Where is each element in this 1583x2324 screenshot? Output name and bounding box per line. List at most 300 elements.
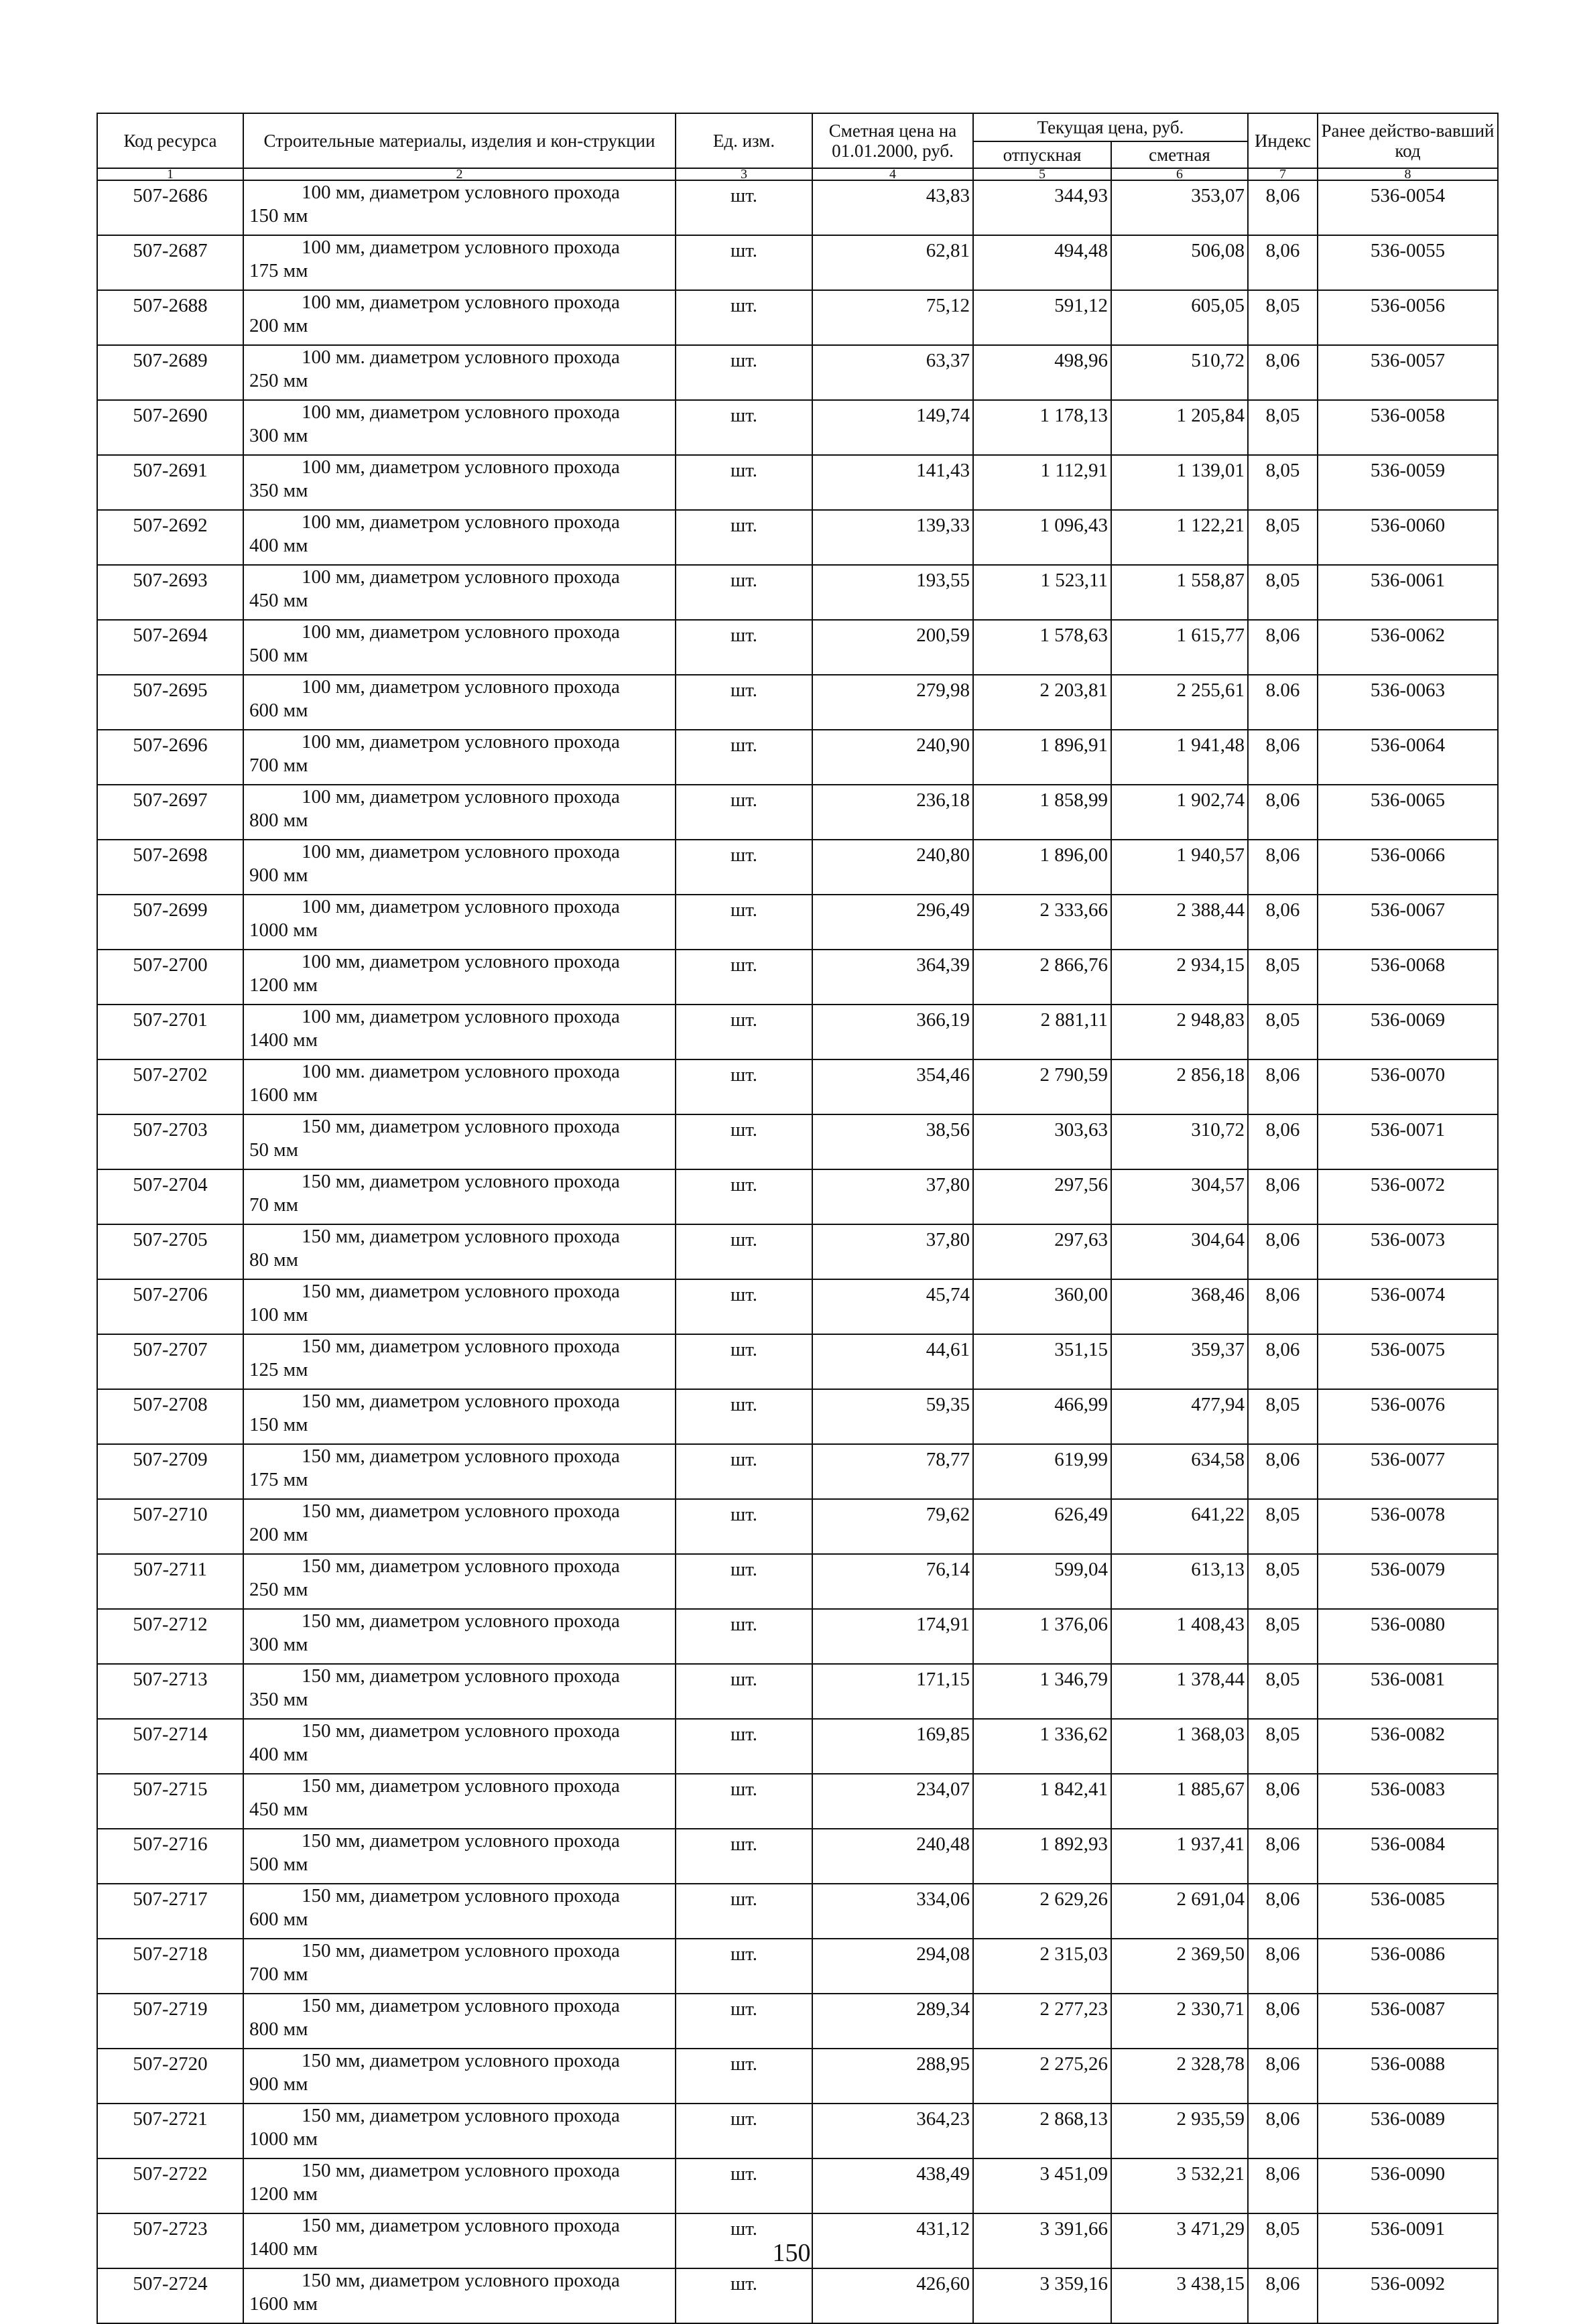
base-price-cell: 334,06: [812, 1884, 973, 1939]
table-row: [97, 1609, 1498, 1664]
table-header: [97, 113, 1498, 180]
base-price-cell: 174,91: [812, 1609, 973, 1664]
resource-code-cell: 507-2710: [97, 1499, 243, 1554]
description-line-1: 100 мм, диаметром условного прохода: [302, 841, 620, 862]
index-cell: 8,05: [1248, 1609, 1318, 1664]
release-price-cell: 303,63: [973, 1114, 1111, 1169]
unit-cell: шт.: [676, 1334, 812, 1389]
previous-code-cell: 536-0066: [1318, 840, 1498, 895]
table-row: [97, 345, 1498, 400]
estimate-price-cell: 477,94: [1111, 1389, 1248, 1444]
index-cell: 8,05: [1248, 1719, 1318, 1774]
index-cell: 8,06: [1248, 1114, 1318, 1169]
previous-code-cell: 536-0061: [1318, 565, 1498, 620]
resource-code-cell: 507-2701: [97, 1005, 243, 1059]
description-line-2: 1200 мм: [249, 2183, 318, 2205]
estimate-price-cell: 304,64: [1111, 1224, 1248, 1279]
table-row: [97, 1334, 1498, 1389]
estimate-price-cell: 605,05: [1111, 290, 1248, 345]
resource-code-cell: 507-2718: [97, 1939, 243, 1994]
previous-code-cell: 536-0064: [1318, 730, 1498, 785]
column-number: 2: [243, 168, 676, 180]
unit-cell: шт.: [676, 1884, 812, 1939]
unit-cell: шт.: [676, 840, 812, 895]
base-price-cell: 431,12: [812, 2213, 973, 2268]
index-cell: 8,05: [1248, 1554, 1318, 1609]
description-line-1: 100 мм, диаметром условного прохода: [302, 1006, 620, 1027]
estimate-price-cell: 304,57: [1111, 1169, 1248, 1224]
estimate-price-cell: 1 558,87: [1111, 565, 1248, 620]
release-price-cell: 360,00: [973, 1279, 1111, 1334]
release-price-cell: 1 096,43: [973, 510, 1111, 565]
description-cell: [243, 1664, 676, 1719]
description-line-1: 150 мм, диаметром условного прохода: [302, 1885, 620, 1907]
base-price-cell: 364,23: [812, 2104, 973, 2158]
description-line-1: 100 мм, диаметром условного прохода: [302, 621, 620, 643]
header-material-name: Строительные материалы, изделия и кон-струкции: [243, 113, 676, 168]
unit-cell: шт.: [676, 1939, 812, 1994]
description-line-2: 800 мм: [249, 810, 308, 831]
description-cell: [243, 235, 676, 290]
description-line-1: 150 мм, диаметром условного прохода: [302, 1665, 620, 1687]
header-base-price: Сметная цена на 01.01.2000, руб.: [812, 113, 973, 168]
description-line-2: 300 мм: [249, 1634, 308, 1655]
unit-cell: шт.: [676, 2213, 812, 2268]
unit-cell: шт.: [676, 785, 812, 840]
description-cell: [243, 785, 676, 840]
index-cell: 8,05: [1248, 2213, 1318, 2268]
table-row: [97, 1169, 1498, 1224]
previous-code-cell: 536-0070: [1318, 1059, 1498, 1114]
table-row: [97, 290, 1498, 345]
description-line-2: 900 мм: [249, 864, 308, 886]
index-cell: 8,06: [1248, 1169, 1318, 1224]
previous-code-cell: 536-0071: [1318, 1114, 1498, 1169]
table-row: [97, 1279, 1498, 1334]
description-cell: [243, 455, 676, 510]
estimate-price-cell: 2 369,50: [1111, 1939, 1248, 1994]
base-price-cell: 63,37: [812, 345, 973, 400]
table-row: [97, 235, 1498, 290]
release-price-cell: 3 359,16: [973, 2268, 1111, 2323]
release-price-cell: 1 578,63: [973, 620, 1111, 675]
table-row: [97, 950, 1498, 1005]
unit-cell: шт.: [676, 895, 812, 950]
base-price-cell: 149,74: [812, 400, 973, 455]
resource-code-cell: 507-2697: [97, 785, 243, 840]
release-price-cell: 1 842,41: [973, 1774, 1111, 1829]
index-cell: 8,05: [1248, 290, 1318, 345]
release-price-cell: 599,04: [973, 1554, 1111, 1609]
description-line-2: 450 мм: [249, 1799, 308, 1820]
description-line-2: 450 мм: [249, 590, 308, 611]
base-price-cell: 200,59: [812, 620, 973, 675]
description-line-2: 150 мм: [249, 1414, 308, 1435]
description-line-1: 100 мм, диаметром условного прохода: [302, 292, 620, 313]
table-row: [97, 510, 1498, 565]
description-line-2: 1400 мм: [249, 1029, 318, 1051]
description-cell: [243, 1389, 676, 1444]
index-cell: 8,06: [1248, 1829, 1318, 1884]
header-estimate-price: сметная: [1111, 141, 1248, 168]
unit-cell: шт.: [676, 1994, 812, 2049]
previous-code-cell: 536-0059: [1318, 455, 1498, 510]
description-line-2: 800 мм: [249, 2018, 308, 2040]
estimate-price-cell: 1 368,03: [1111, 1719, 1248, 1774]
resource-code-cell: 507-2723: [97, 2213, 243, 2268]
estimate-price-cell: 613,13: [1111, 1554, 1248, 1609]
resource-code-cell: 507-2724: [97, 2268, 243, 2323]
previous-code-cell: 536-0078: [1318, 1499, 1498, 1554]
resource-code-cell: 507-2695: [97, 675, 243, 730]
description-cell: [243, 730, 676, 785]
resource-code-cell: 507-2714: [97, 1719, 243, 1774]
index-cell: 8,06: [1248, 1279, 1318, 1334]
unit-cell: шт.: [676, 675, 812, 730]
previous-code-cell: 536-0069: [1318, 1005, 1498, 1059]
estimate-price-cell: 1 122,21: [1111, 510, 1248, 565]
index-cell: 8,06: [1248, 2158, 1318, 2213]
description-line-2: 250 мм: [249, 1579, 308, 1600]
estimate-price-cell: 2 388,44: [1111, 895, 1248, 950]
description-cell: [243, 2049, 676, 2104]
table-row: [97, 840, 1498, 895]
resource-code-cell: 507-2707: [97, 1334, 243, 1389]
description-line-1: 150 мм, диаметром условного прохода: [302, 2270, 620, 2291]
index-cell: 8,06: [1248, 620, 1318, 675]
resource-code-cell: 507-2687: [97, 235, 243, 290]
base-price-cell: 59,35: [812, 1389, 973, 1444]
index-cell: 8,06: [1248, 840, 1318, 895]
index-cell: 8,06: [1248, 1059, 1318, 1114]
resource-code-cell: 507-2711: [97, 1554, 243, 1609]
release-price-cell: 351,15: [973, 1334, 1111, 1389]
previous-code-cell: 536-0084: [1318, 1829, 1498, 1884]
estimate-price-cell: 3 438,15: [1111, 2268, 1248, 2323]
resource-code-cell: 507-2709: [97, 1444, 243, 1499]
table-row: [97, 2268, 1498, 2323]
description-line-2: 175 мм: [249, 260, 308, 281]
base-price-cell: 76,14: [812, 1554, 973, 1609]
description-line-1: 100 мм. диаметром условного прохода: [302, 1061, 620, 1082]
base-price-cell: 37,80: [812, 1224, 973, 1279]
previous-code-cell: 536-0080: [1318, 1609, 1498, 1664]
resource-code-cell: 507-2698: [97, 840, 243, 895]
unit-cell: шт.: [676, 2049, 812, 2104]
description-cell: [243, 1224, 676, 1279]
unit-cell: шт.: [676, 1444, 812, 1499]
description-cell: [243, 180, 676, 235]
description-cell: [243, 2268, 676, 2323]
resource-code-cell: 507-2706: [97, 1279, 243, 1334]
release-price-cell: 297,56: [973, 1169, 1111, 1224]
description-line-1: 150 мм, диаметром условного прохода: [302, 1226, 620, 1247]
description-line-2: 500 мм: [249, 645, 308, 666]
table-row: [97, 1059, 1498, 1114]
column-number-row: [97, 168, 1498, 180]
estimate-price-cell: 506,08: [1111, 235, 1248, 290]
table-row: [97, 785, 1498, 840]
estimate-price-cell: 1 902,74: [1111, 785, 1248, 840]
release-price-cell: 619,99: [973, 1444, 1111, 1499]
previous-code-cell: 536-0079: [1318, 1554, 1498, 1609]
table-row: [97, 1499, 1498, 1554]
estimate-price-cell: 353,07: [1111, 180, 1248, 235]
unit-cell: шт.: [676, 180, 812, 235]
release-price-cell: 1 858,99: [973, 785, 1111, 840]
resource-code-cell: 507-2693: [97, 565, 243, 620]
description-line-2: 700 мм: [249, 755, 308, 776]
table-row: [97, 1884, 1498, 1939]
unit-cell: шт.: [676, 1389, 812, 1444]
release-price-cell: 3 451,09: [973, 2158, 1111, 2213]
description-line-1: 150 мм, диаметром условного прохода: [302, 1116, 620, 1137]
resource-code-cell: 507-2690: [97, 400, 243, 455]
table-row: [97, 1389, 1498, 1444]
estimate-price-cell: 1 937,41: [1111, 1829, 1248, 1884]
estimate-price-cell: 3 471,29: [1111, 2213, 1248, 2268]
description-line-2: 1000 мм: [249, 919, 318, 941]
index-cell: 8,05: [1248, 510, 1318, 565]
description-line-1: 150 мм, диаметром условного прохода: [302, 1775, 620, 1797]
base-price-cell: 79,62: [812, 1499, 973, 1554]
resource-code-cell: 507-2692: [97, 510, 243, 565]
description-line-2: 200 мм: [249, 315, 308, 336]
previous-code-cell: 536-0065: [1318, 785, 1498, 840]
index-cell: 8,05: [1248, 565, 1318, 620]
index-cell: 8,05: [1248, 400, 1318, 455]
estimate-price-cell: 2 328,78: [1111, 2049, 1248, 2104]
release-price-cell: 494,48: [973, 235, 1111, 290]
description-line-2: 300 мм: [249, 425, 308, 446]
unit-cell: шт.: [676, 2268, 812, 2323]
unit-cell: шт.: [676, 510, 812, 565]
header-previous-code: Ранее действо-вавший код: [1318, 113, 1498, 168]
index-cell: 8,06: [1248, 1939, 1318, 1994]
description-line-2: 600 мм: [249, 700, 308, 721]
base-price-cell: 44,61: [812, 1334, 973, 1389]
description-line-1: 100 мм, диаметром условного прохода: [302, 511, 620, 533]
description-line-2: 200 мм: [249, 1524, 308, 1545]
description-line-2: 80 мм: [249, 1249, 298, 1271]
table-row: [97, 1829, 1498, 1884]
base-price-cell: 296,49: [812, 895, 973, 950]
description-cell: [243, 895, 676, 950]
index-cell: 8.06: [1248, 675, 1318, 730]
base-price-cell: 236,18: [812, 785, 973, 840]
resource-code-cell: 507-2708: [97, 1389, 243, 1444]
previous-code-cell: 536-0088: [1318, 2049, 1498, 2104]
description-line-1: 150 мм, диаметром условного прохода: [302, 2160, 620, 2181]
previous-code-cell: 536-0081: [1318, 1664, 1498, 1719]
resource-code-cell: 507-2716: [97, 1829, 243, 1884]
description-line-2: 1600 мм: [249, 2293, 318, 2315]
table-row: [97, 400, 1498, 455]
release-price-cell: 2 203,81: [973, 675, 1111, 730]
table-row: [97, 1114, 1498, 1169]
previous-code-cell: 536-0055: [1318, 235, 1498, 290]
description-line-1: 100 мм, диаметром условного прохода: [302, 786, 620, 808]
previous-code-cell: 536-0083: [1318, 1774, 1498, 1829]
base-price-cell: 294,08: [812, 1939, 973, 1994]
unit-cell: шт.: [676, 1279, 812, 1334]
description-line-1: 150 мм, диаметром условного прохода: [302, 1281, 620, 1302]
unit-cell: шт.: [676, 1664, 812, 1719]
header-unit: Ед. изм.: [676, 113, 812, 168]
header-index: Индекс: [1248, 113, 1318, 168]
resource-code-cell: 507-2702: [97, 1059, 243, 1114]
unit-cell: шт.: [676, 1005, 812, 1059]
estimate-price-cell: 368,46: [1111, 1279, 1248, 1334]
description-cell: [243, 1499, 676, 1554]
base-price-cell: 78,77: [812, 1444, 973, 1499]
description-line-2: 1200 мм: [249, 974, 318, 996]
base-price-cell: 240,80: [812, 840, 973, 895]
index-cell: 8,05: [1248, 1664, 1318, 1719]
resource-code-cell: 507-2703: [97, 1114, 243, 1169]
index-cell: 8,05: [1248, 455, 1318, 510]
unit-cell: шт.: [676, 400, 812, 455]
table-row: [97, 1719, 1498, 1774]
resource-code-cell: 507-2704: [97, 1169, 243, 1224]
base-price-cell: 75,12: [812, 290, 973, 345]
description-cell: [243, 1939, 676, 1994]
description-cell: [243, 565, 676, 620]
base-price-cell: 279,98: [812, 675, 973, 730]
description-line-1: 100 мм. диаметром условного прохода: [302, 346, 620, 368]
description-cell: [243, 840, 676, 895]
release-price-cell: 1 376,06: [973, 1609, 1111, 1664]
previous-code-cell: 536-0089: [1318, 2104, 1498, 2158]
release-price-cell: 2 277,23: [973, 1994, 1111, 2049]
release-price-cell: 1 346,79: [973, 1664, 1111, 1719]
previous-code-cell: 536-0073: [1318, 1224, 1498, 1279]
description-line-1: 100 мм, диаметром условного прохода: [302, 456, 620, 478]
resource-code-cell: 507-2694: [97, 620, 243, 675]
estimate-price-cell: 310,72: [1111, 1114, 1248, 1169]
table-row: [97, 180, 1498, 235]
previous-code-cell: 536-0056: [1318, 290, 1498, 345]
description-line-1: 100 мм, диаметром условного прохода: [302, 566, 620, 588]
index-cell: 8,06: [1248, 235, 1318, 290]
release-price-cell: 344,93: [973, 180, 1111, 235]
estimate-price-cell: 1 205,84: [1111, 400, 1248, 455]
description-line-2: 900 мм: [249, 2073, 308, 2095]
release-price-cell: 1 112,91: [973, 455, 1111, 510]
release-price-cell: 626,49: [973, 1499, 1111, 1554]
description-cell: [243, 1059, 676, 1114]
resource-code-cell: 507-2717: [97, 1884, 243, 1939]
resource-code-cell: 507-2713: [97, 1664, 243, 1719]
header-release-price: отпускная: [973, 141, 1111, 168]
previous-code-cell: 536-0091: [1318, 2213, 1498, 2268]
description-cell: [243, 1554, 676, 1609]
estimate-price-cell: 2 330,71: [1111, 1994, 1248, 2049]
estimate-price-cell: 1 885,67: [1111, 1774, 1248, 1829]
release-price-cell: 1 336,62: [973, 1719, 1111, 1774]
estimate-price-cell: 1 408,43: [1111, 1609, 1248, 1664]
index-cell: 8,06: [1248, 2049, 1318, 2104]
release-price-cell: 2 866,76: [973, 950, 1111, 1005]
table-row: [97, 730, 1498, 785]
description-line-1: 100 мм, диаметром условного прохода: [302, 896, 620, 917]
estimate-price-cell: 2 935,59: [1111, 2104, 1248, 2158]
resource-code-cell: 507-2705: [97, 1224, 243, 1279]
release-price-cell: 2 868,13: [973, 2104, 1111, 2158]
description-line-1: 100 мм, диаметром условного прохода: [302, 237, 620, 258]
description-cell: [243, 1774, 676, 1829]
index-cell: 8,06: [1248, 1444, 1318, 1499]
header-current-price: Текущая цена, руб.: [973, 113, 1248, 141]
base-price-cell: 45,74: [812, 1279, 973, 1334]
description-cell: [243, 1169, 676, 1224]
table-row: [97, 1444, 1498, 1499]
column-number: 3: [676, 168, 812, 180]
release-price-cell: 2 629,26: [973, 1884, 1111, 1939]
resource-code-cell: 507-2689: [97, 345, 243, 400]
estimate-price-cell: 641,22: [1111, 1499, 1248, 1554]
previous-code-cell: 536-0077: [1318, 1444, 1498, 1499]
description-line-2: 125 мм: [249, 1359, 308, 1380]
previous-code-cell: 536-0062: [1318, 620, 1498, 675]
estimate-price-cell: 2 934,15: [1111, 950, 1248, 1005]
previous-code-cell: 536-0086: [1318, 1939, 1498, 1994]
description-line-1: 150 мм, диаметром условного прохода: [302, 1830, 620, 1852]
release-price-cell: 297,63: [973, 1224, 1111, 1279]
description-cell: [243, 950, 676, 1005]
description-line-2: 100 мм: [249, 1304, 308, 1326]
table-row: [97, 1005, 1498, 1059]
description-line-2: 500 мм: [249, 1854, 308, 1875]
unit-cell: шт.: [676, 950, 812, 1005]
index-cell: 8,06: [1248, 1994, 1318, 2049]
unit-cell: шт.: [676, 565, 812, 620]
header-resource-code: Код ресурса: [97, 113, 243, 168]
table-row: [97, 675, 1498, 730]
description-line-2: 600 мм: [249, 1909, 308, 1930]
description-line-2: 350 мм: [249, 480, 308, 501]
description-cell: [243, 620, 676, 675]
description-cell: [243, 345, 676, 400]
base-price-cell: 37,80: [812, 1169, 973, 1224]
previous-code-cell: 536-0060: [1318, 510, 1498, 565]
estimate-price-cell: 1 940,57: [1111, 840, 1248, 895]
description-cell: [243, 1719, 676, 1774]
price-table: [97, 113, 1499, 2324]
description-line-1: 150 мм, диаметром условного прохода: [302, 1720, 620, 1742]
previous-code-cell: 536-0057: [1318, 345, 1498, 400]
unit-cell: шт.: [676, 1554, 812, 1609]
resource-code-cell: 507-2691: [97, 455, 243, 510]
table-row: [97, 1994, 1498, 2049]
previous-code-cell: 536-0067: [1318, 895, 1498, 950]
estimate-price-cell: 2 856,18: [1111, 1059, 1248, 1114]
description-line-2: 350 мм: [249, 1689, 308, 1710]
table-row: [97, 2158, 1498, 2213]
description-line-1: 100 мм, диаметром условного прохода: [302, 182, 620, 203]
description-cell: [243, 2104, 676, 2158]
resource-code-cell: 507-2686: [97, 180, 243, 235]
base-price-cell: 438,49: [812, 2158, 973, 2213]
unit-cell: шт.: [676, 1719, 812, 1774]
release-price-cell: 1 896,00: [973, 840, 1111, 895]
resource-code-cell: 507-2688: [97, 290, 243, 345]
unit-cell: шт.: [676, 235, 812, 290]
unit-cell: шт.: [676, 2104, 812, 2158]
estimate-price-cell: 1 941,48: [1111, 730, 1248, 785]
column-number: 6: [1111, 168, 1248, 180]
page-number: 150: [772, 2239, 811, 2267]
